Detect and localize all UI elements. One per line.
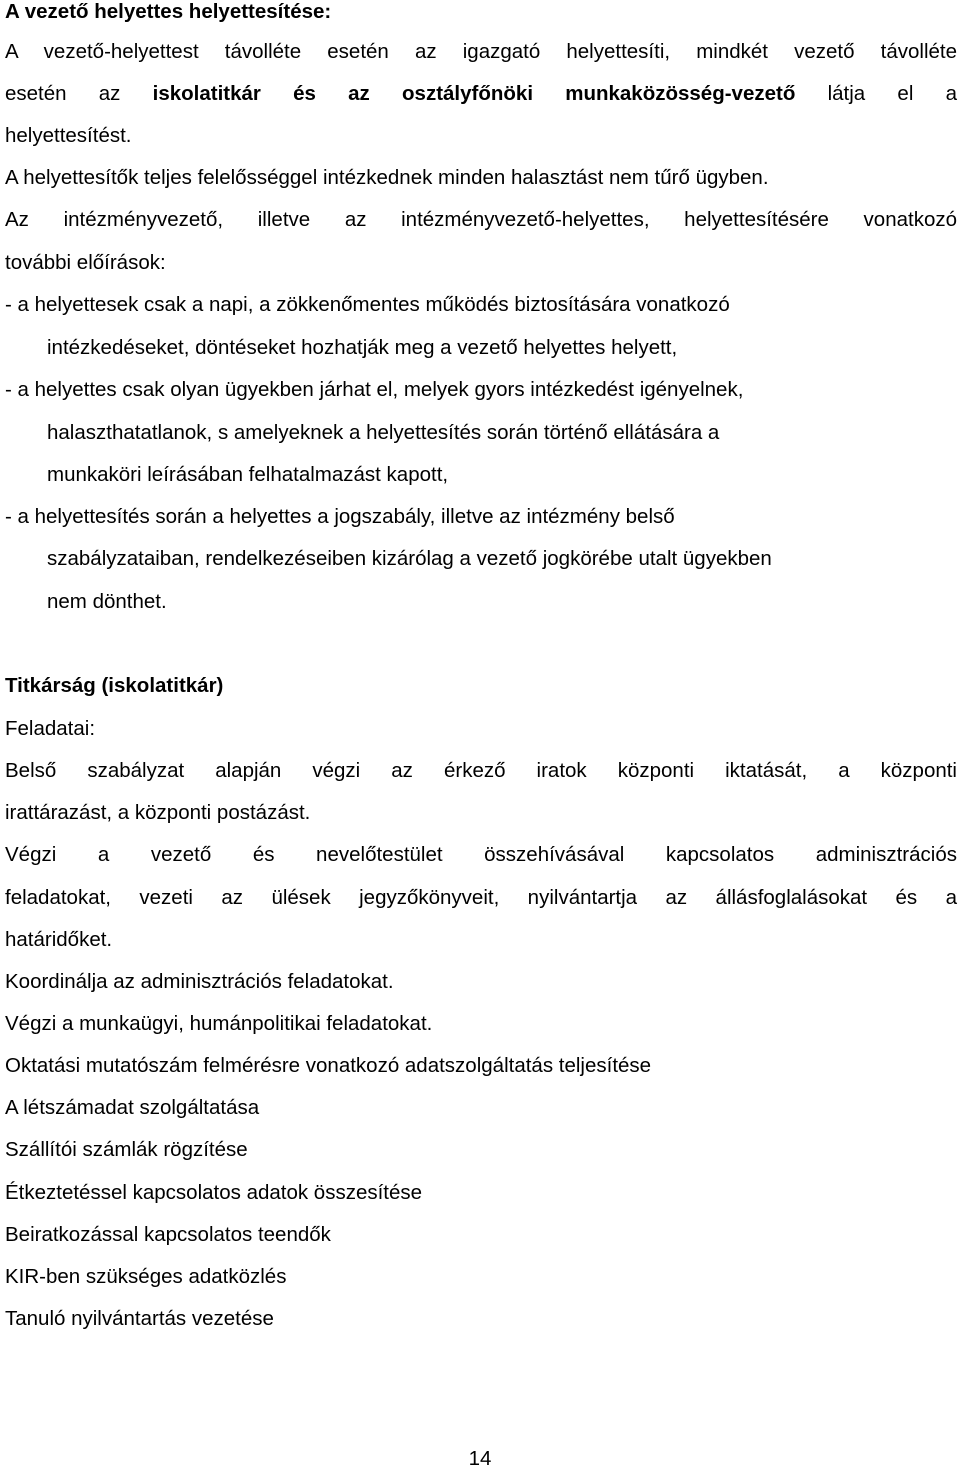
paragraph-line: határidőket. — [5, 928, 113, 951]
paragraph-line: A helyettesítők teljes felelősséggel intézkednek minden halasztást nem tűrő ügyben. — [5, 166, 769, 189]
page-number: 14 — [468, 1447, 492, 1470]
task-line: Szállítói számlák rögzítése — [5, 1138, 248, 1161]
task-line: Végzi a munkaügyi, humánpolitikai feladatokat. — [5, 1012, 433, 1035]
paragraph-line: további előírások: — [5, 251, 166, 274]
section-subheading: Feladatai: — [5, 717, 96, 740]
list-item-line: nem dönthet. — [47, 590, 167, 613]
list-item-line: szabályzataiban, rendelkezéseiben kizárólag a vezető jogkörébe utalt ügyekben — [47, 547, 772, 570]
section-heading-secretariat: Titkárság (iskolatitkár) — [5, 674, 224, 697]
paragraph-line: irattárazást, a központi postázást. — [5, 801, 311, 824]
task-line: Étkeztetéssel kapcsolatos adatok összesítése — [5, 1181, 423, 1204]
paragraph-line — [5, 82, 957, 106]
task-line: Koordinálja az adminisztrációs feladatokat. — [5, 970, 394, 993]
paragraph-line: feladatokat, vezeti az ülések jegyzőkönyveit, nyilvántartja az állásfoglalásokat és a — [5, 886, 957, 909]
task-line: A létszámadat szolgáltatása — [5, 1096, 260, 1119]
text-run: látja el a — [795, 82, 958, 105]
text-run: esetén az — [5, 82, 153, 105]
task-line: Oktatási mutatószám felmérésre vonatkozó adatszolgáltatás teljesítése — [5, 1054, 652, 1077]
paragraph-line: helyettesítést. — [5, 124, 132, 147]
paragraph-line: Végzi a vezető és nevelőtestület összehívásával kapcsolatos adminisztrációs — [5, 843, 957, 866]
task-line: KIR-ben szükséges adatközlés — [5, 1265, 287, 1288]
task-line: Tanuló nyilvántartás vezetése — [5, 1307, 274, 1330]
paragraph-line: Belső szabályzat alapján végzi az érkező iratok központi iktatását, a központi — [5, 759, 957, 782]
list-item-line: munkaköri leírásában felhatalmazást kapott, — [47, 463, 449, 486]
task-line: Beiratkozással kapcsolatos teendők — [5, 1223, 331, 1246]
bold-text-run: iskolatitkár és az osztályfőnöki munkaközösség-vezető — [152, 82, 796, 105]
list-item-line: intézkedéseket, döntéseket hozhatják meg a vezető helyettes helyett, — [47, 336, 678, 359]
list-item-line: - a helyettesítés során a helyettes a jogszabály, illetve az intézmény belső — [5, 505, 675, 528]
list-item-line: - a helyettesek csak a napi, a zökkenőmentes működés biztosítására vonatkozó — [5, 293, 730, 316]
paragraph-line: A vezető-helyettest távolléte esetén az igazgató helyettesíti, mindkét vezető távolléte — [5, 40, 957, 63]
section-heading-deputy-substitution: A vezető helyettes helyettesítése: — [5, 0, 332, 23]
list-item-line: halaszthatatlanok, s amelyeknek a helyettesítés során történő ellátására a — [47, 421, 720, 444]
paragraph-line: Az intézményvezető, illetve az intézményvezető-helyettes, helyettesítésére vonatkozó — [5, 208, 957, 231]
list-item-line: - a helyettes csak olyan ügyekben járhat el, melyek gyors intézkedést igényelnek, — [5, 378, 744, 401]
